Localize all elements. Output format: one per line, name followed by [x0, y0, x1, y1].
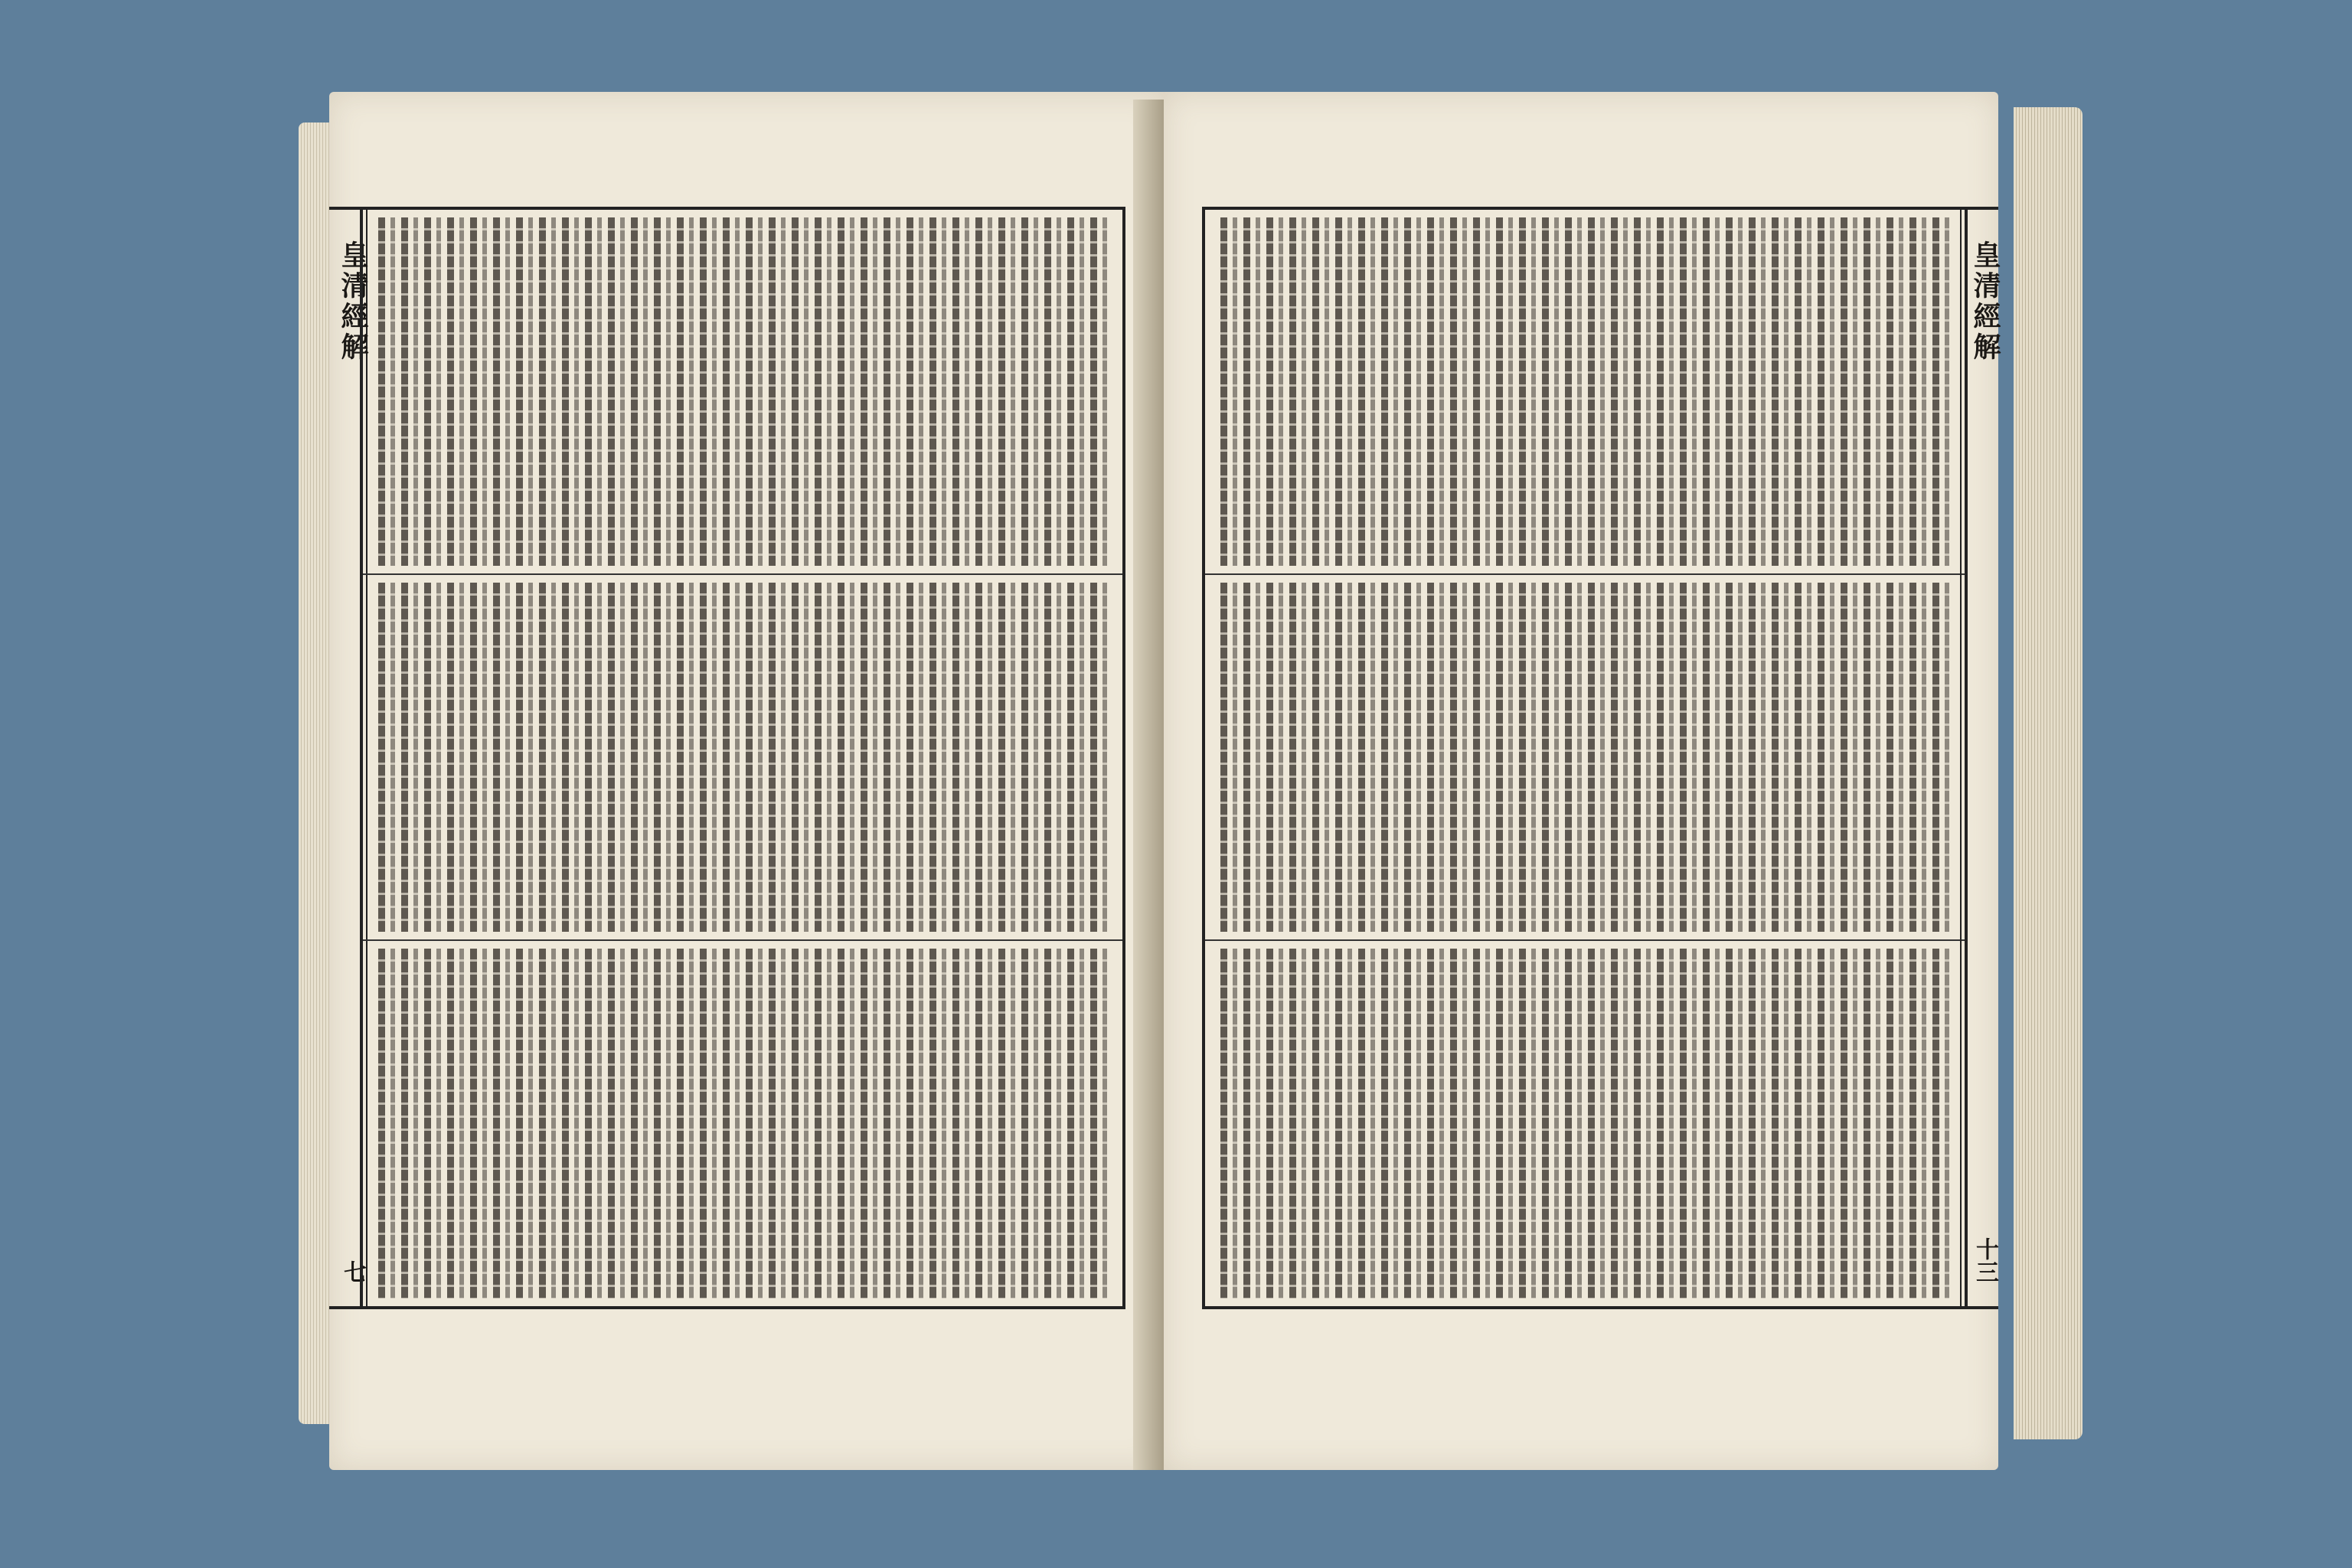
open-book	[299, 92, 2082, 1493]
left-folio: 七	[339, 1260, 366, 1283]
text-band-lower	[1205, 941, 1965, 1306]
text-columns	[1216, 949, 1954, 1298]
left-running-title: 皇清經解	[337, 240, 369, 363]
right-folio: 十三	[1971, 1237, 1998, 1283]
right-page-center-column	[1960, 207, 2001, 1309]
text-band-upper	[1205, 210, 1965, 575]
left-text-frame	[360, 207, 1125, 1309]
text-band-upper	[363, 210, 1122, 575]
left-page	[329, 92, 1164, 1470]
text-columns	[1216, 217, 1954, 566]
text-band-middle	[363, 575, 1122, 940]
right-text-frame	[1202, 207, 1968, 1309]
right-running-title: 皇清經解	[1969, 240, 2001, 363]
text-band-lower	[363, 941, 1122, 1306]
text-band-middle	[1205, 575, 1965, 940]
text-columns	[374, 583, 1112, 931]
text-columns	[374, 949, 1112, 1298]
text-columns	[374, 217, 1112, 566]
page-edges-right	[2014, 107, 2082, 1439]
right-page	[1164, 92, 2001, 1470]
text-columns	[1216, 583, 1954, 931]
